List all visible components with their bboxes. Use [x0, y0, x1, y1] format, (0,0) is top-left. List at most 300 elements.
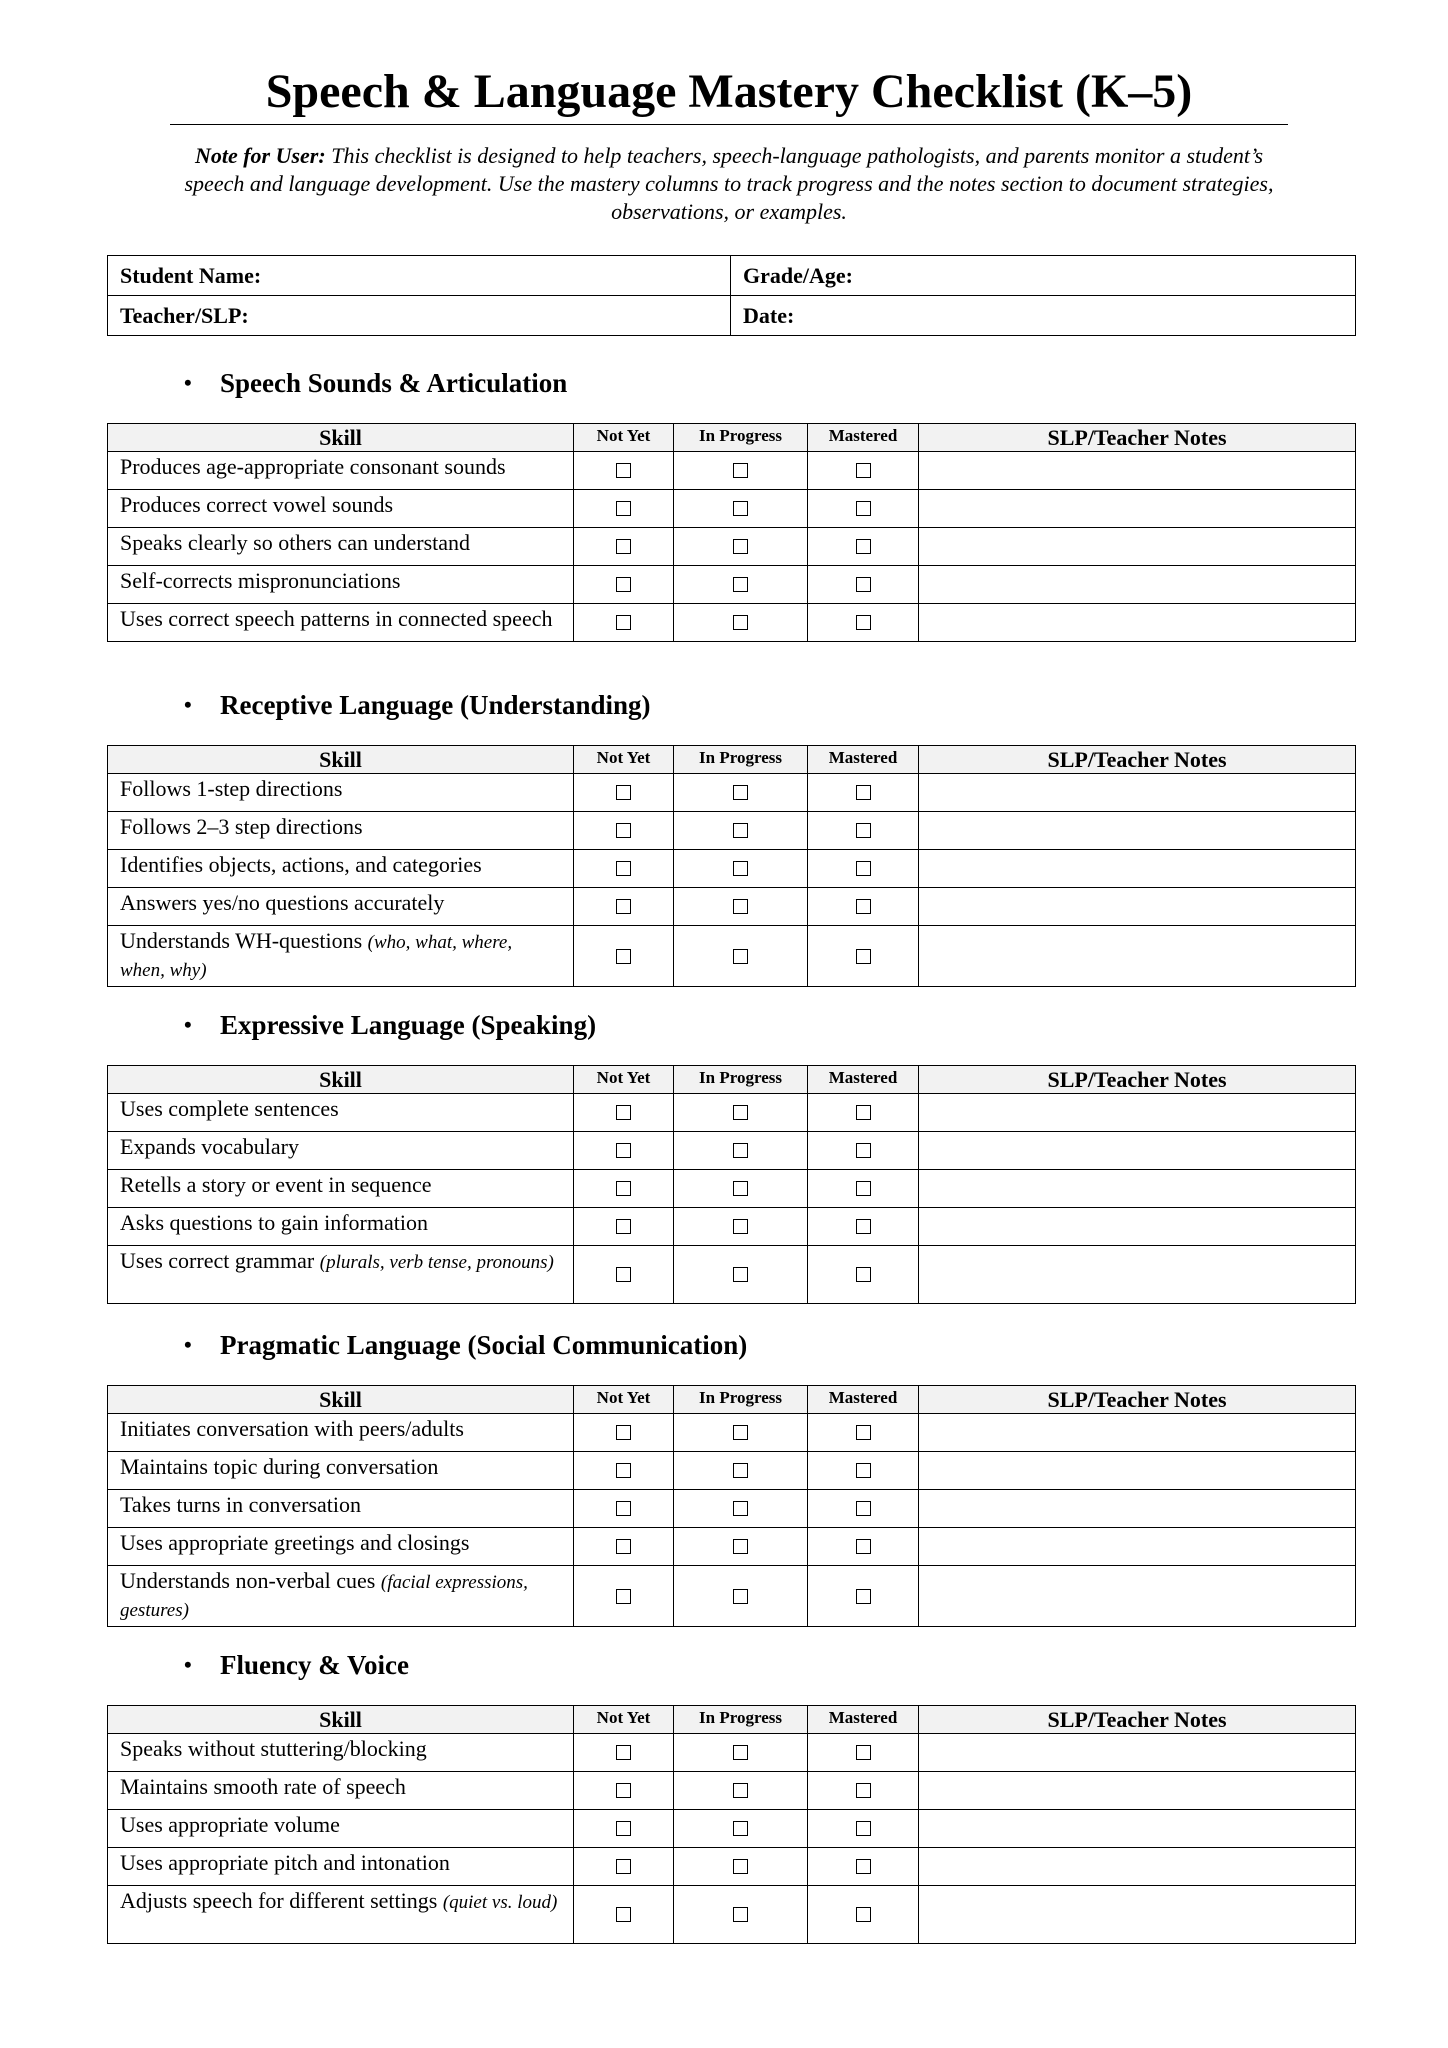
in-progress-checkbox[interactable]: [733, 1907, 748, 1922]
skill-cell: [108, 888, 574, 926]
in-progress-cell: [674, 888, 808, 926]
skill-text: Follows 1-step directions: [120, 776, 343, 801]
mastered-cell: [808, 1734, 919, 1772]
section-heading-text: Fluency & Voice: [220, 1650, 409, 1680]
in-progress-checkbox[interactable]: [733, 615, 748, 630]
mastered-checkbox[interactable]: [856, 785, 871, 800]
mastered-cell: [808, 1094, 919, 1132]
not-yet-cell: [574, 1414, 674, 1452]
skill-cell: [108, 1246, 574, 1304]
skill-cell: [108, 1848, 574, 1886]
notes-cell[interactable]: [919, 1848, 1356, 1886]
column-header-not-yet: Not Yet: [574, 746, 674, 774]
column-header-notes: SLP/Teacher Notes: [919, 424, 1356, 452]
bullet-icon: •: [184, 1652, 192, 1677]
mastered-cell: [808, 774, 919, 812]
mastered-cell: [808, 850, 919, 888]
notes-cell[interactable]: [919, 1772, 1356, 1810]
in-progress-checkbox[interactable]: [733, 1267, 748, 1282]
notes-cell[interactable]: [919, 888, 1356, 926]
in-progress-checkbox[interactable]: [733, 1539, 748, 1554]
table-row: [108, 926, 1356, 987]
column-header-skill: Skill: [108, 1706, 574, 1734]
in-progress-cell: [674, 1734, 808, 1772]
bullet-icon: •: [184, 1012, 192, 1037]
column-header-in-progress: In Progress: [674, 424, 808, 452]
skill-text: Expands vocabulary: [120, 1134, 299, 1159]
table-row: [108, 1094, 1356, 1132]
in-progress-checkbox[interactable]: [733, 949, 748, 964]
in-progress-cell: [674, 1208, 808, 1246]
notes-cell[interactable]: [919, 1810, 1356, 1848]
skill-text: Uses complete sentences: [120, 1096, 339, 1121]
in-progress-cell: [674, 1414, 808, 1452]
column-header-mastered: Mastered: [808, 424, 919, 452]
not-yet-checkbox[interactable]: [616, 949, 631, 964]
notes-cell[interactable]: [919, 812, 1356, 850]
column-header-mastered: Mastered: [808, 1386, 919, 1414]
notes-cell[interactable]: [919, 566, 1356, 604]
not-yet-cell: [574, 1886, 674, 1944]
column-header-in-progress: In Progress: [674, 1066, 808, 1094]
title-underline: [170, 124, 1288, 125]
not-yet-checkbox[interactable]: [616, 1501, 631, 1516]
mastered-cell: [808, 1170, 919, 1208]
in-progress-cell: [674, 1810, 808, 1848]
in-progress-checkbox[interactable]: [733, 1143, 748, 1158]
notes-cell[interactable]: [919, 1208, 1356, 1246]
skills-table: [107, 1065, 1356, 1304]
not-yet-checkbox[interactable]: [616, 785, 631, 800]
not-yet-cell: [574, 1848, 674, 1886]
skill-detail: (facial expressions, gestures): [120, 1572, 528, 1621]
not-yet-checkbox[interactable]: [616, 501, 631, 516]
column-header-skill: Skill: [108, 424, 574, 452]
mastered-checkbox[interactable]: [856, 1501, 871, 1516]
notes-cell[interactable]: [919, 1246, 1356, 1304]
mastered-checkbox[interactable]: [856, 463, 871, 478]
in-progress-cell: [674, 1566, 808, 1627]
in-progress-checkbox[interactable]: [733, 1589, 748, 1604]
column-header-notes: SLP/Teacher Notes: [919, 1706, 1356, 1734]
skill-text: Produces age-appropriate consonant sounds: [120, 454, 506, 479]
skill-detail: (who, what, where, when, why): [120, 932, 513, 981]
not-yet-cell: [574, 1566, 674, 1627]
section-heading: [184, 1648, 409, 1682]
mastered-checkbox[interactable]: [856, 1589, 871, 1604]
mastered-checkbox[interactable]: [856, 1267, 871, 1282]
skill-text: Uses appropriate greetings and closings: [120, 1530, 470, 1555]
column-header-mastered: Mastered: [808, 1066, 919, 1094]
skill-cell: [108, 1772, 574, 1810]
column-header-mastered: Mastered: [808, 1706, 919, 1734]
mastered-checkbox[interactable]: [856, 861, 871, 876]
not-yet-checkbox[interactable]: [616, 823, 631, 838]
mastered-cell: [808, 1132, 919, 1170]
notes-cell[interactable]: [919, 1566, 1356, 1627]
not-yet-checkbox[interactable]: [616, 1745, 631, 1760]
in-progress-checkbox[interactable]: [733, 1219, 748, 1234]
table-row: [108, 1734, 1356, 1772]
column-header-notes: SLP/Teacher Notes: [919, 1386, 1356, 1414]
mastered-checkbox[interactable]: [856, 1425, 871, 1440]
skill-text: Uses correct grammar: [120, 1248, 315, 1273]
mastered-checkbox[interactable]: [856, 1907, 871, 1922]
skill-text: Adjusts speech for different settings: [120, 1888, 438, 1913]
skill-cell: [108, 1452, 574, 1490]
not-yet-checkbox[interactable]: [616, 1539, 631, 1554]
mastered-checkbox[interactable]: [856, 949, 871, 964]
table-row: [108, 528, 1356, 566]
mastered-checkbox[interactable]: [856, 1745, 871, 1760]
not-yet-cell: [574, 1734, 674, 1772]
column-header-not-yet: Not Yet: [574, 1386, 674, 1414]
mastered-cell: [808, 566, 919, 604]
notes-cell[interactable]: [919, 1414, 1356, 1452]
skill-cell: [108, 452, 574, 490]
table-header-row: [108, 1386, 1356, 1414]
mastered-checkbox[interactable]: [856, 1821, 871, 1836]
mastered-cell: [808, 888, 919, 926]
section-heading-text: Pragmatic Language (Social Communication): [220, 1330, 748, 1360]
not-yet-checkbox[interactable]: [616, 1105, 631, 1120]
skills-table: [107, 1705, 1356, 1944]
student-name-field[interactable]: Student Name:: [108, 256, 731, 296]
not-yet-cell: [574, 1132, 674, 1170]
not-yet-cell: [574, 1094, 674, 1132]
not-yet-cell: [574, 1208, 674, 1246]
table-header-row: [108, 424, 1356, 452]
skill-cell: [108, 1132, 574, 1170]
skill-cell: [108, 1208, 574, 1246]
mastered-checkbox[interactable]: [856, 823, 871, 838]
bullet-icon: •: [184, 370, 192, 395]
table-header-row: [108, 1706, 1356, 1734]
mastered-checkbox[interactable]: [856, 1181, 871, 1196]
user-note: [165, 142, 1293, 226]
column-header-in-progress: In Progress: [674, 1386, 808, 1414]
table-row: [108, 1772, 1356, 1810]
in-progress-cell: [674, 926, 808, 987]
mastered-cell: [808, 1810, 919, 1848]
table-row: [108, 1452, 1356, 1490]
not-yet-checkbox[interactable]: [616, 1783, 631, 1798]
column-header-skill: Skill: [108, 1066, 574, 1094]
skill-cell: [108, 1414, 574, 1452]
in-progress-cell: [674, 1452, 808, 1490]
skill-text: Understands non-verbal cues: [120, 1568, 376, 1593]
not-yet-cell: [574, 774, 674, 812]
section-heading: [184, 1328, 748, 1362]
column-header-notes: SLP/Teacher Notes: [919, 746, 1356, 774]
skill-cell: [108, 604, 574, 642]
not-yet-cell: [574, 850, 674, 888]
section-heading: [184, 366, 568, 400]
column-header-skill: Skill: [108, 746, 574, 774]
not-yet-cell: [574, 812, 674, 850]
in-progress-cell: [674, 1528, 808, 1566]
notes-cell[interactable]: [919, 1734, 1356, 1772]
notes-cell[interactable]: [919, 1132, 1356, 1170]
not-yet-checkbox[interactable]: [616, 1463, 631, 1478]
user-note-label: Note for User:: [194, 143, 326, 168]
table-row: [108, 1566, 1356, 1627]
notes-cell[interactable]: [919, 1452, 1356, 1490]
in-progress-checkbox[interactable]: [733, 1745, 748, 1760]
bullet-icon: •: [184, 692, 192, 717]
not-yet-checkbox[interactable]: [616, 1589, 631, 1604]
mastered-cell: [808, 1452, 919, 1490]
in-progress-cell: [674, 566, 808, 604]
mastered-cell: [808, 1566, 919, 1627]
table-row: [108, 1132, 1356, 1170]
mastered-cell: [808, 926, 919, 987]
skill-cell: [108, 1566, 574, 1627]
not-yet-checkbox[interactable]: [616, 577, 631, 592]
not-yet-cell: [574, 566, 674, 604]
skill-cell: [108, 1886, 574, 1944]
skill-text: Speaks clearly so others can understand: [120, 530, 471, 555]
column-header-not-yet: Not Yet: [574, 1706, 674, 1734]
not-yet-checkbox[interactable]: [616, 1425, 631, 1440]
skill-cell: [108, 812, 574, 850]
skill-text: Identifies objects, actions, and categories: [120, 852, 482, 877]
not-yet-cell: [574, 604, 674, 642]
notes-cell[interactable]: [919, 774, 1356, 812]
skill-text: Follows 2–3 step directions: [120, 814, 363, 839]
in-progress-cell: [674, 604, 808, 642]
notes-cell[interactable]: [919, 1886, 1356, 1944]
mastered-cell: [808, 1208, 919, 1246]
in-progress-checkbox[interactable]: [733, 463, 748, 478]
skill-cell: [108, 528, 574, 566]
in-progress-cell: [674, 774, 808, 812]
mastered-checkbox[interactable]: [856, 1143, 871, 1158]
mastered-checkbox[interactable]: [856, 501, 871, 516]
column-header-notes: SLP/Teacher Notes: [919, 1066, 1356, 1094]
not-yet-checkbox[interactable]: [616, 1143, 631, 1158]
in-progress-cell: [674, 1772, 808, 1810]
not-yet-cell: [574, 452, 674, 490]
mastered-cell: [808, 604, 919, 642]
skill-text: Uses appropriate volume: [120, 1812, 340, 1837]
not-yet-checkbox[interactable]: [616, 899, 631, 914]
date-field[interactable]: Date:: [731, 296, 1356, 336]
in-progress-checkbox[interactable]: [733, 501, 748, 516]
mastered-checkbox[interactable]: [856, 899, 871, 914]
not-yet-checkbox[interactable]: [616, 1219, 631, 1234]
skill-text: Initiates conversation with peers/adults: [120, 1416, 464, 1441]
user-note-text: This checklist is designed to help teachers, speech-language pathologists, and parents monitor a student’s speech and language development. Use the mastery columns to track progress and the notes section to document strategies, observations, or examples.: [184, 143, 1274, 224]
in-progress-checkbox[interactable]: [733, 1821, 748, 1836]
notes-cell[interactable]: [919, 1490, 1356, 1528]
skill-cell: [108, 566, 574, 604]
grade-age-field[interactable]: Grade/Age:: [731, 256, 1356, 296]
mastered-checkbox[interactable]: [856, 539, 871, 554]
skill-text: Answers yes/no questions accurately: [120, 890, 445, 915]
not-yet-cell: [574, 926, 674, 987]
mastered-checkbox[interactable]: [856, 1463, 871, 1478]
skill-cell: [108, 490, 574, 528]
not-yet-checkbox[interactable]: [616, 1859, 631, 1874]
mastered-checkbox[interactable]: [856, 1219, 871, 1234]
table-row: [108, 888, 1356, 926]
column-header-skill: Skill: [108, 1386, 574, 1414]
not-yet-cell: [574, 528, 674, 566]
table-row: [108, 1848, 1356, 1886]
in-progress-cell: [674, 490, 808, 528]
table-row: [108, 1170, 1356, 1208]
in-progress-checkbox[interactable]: [733, 899, 748, 914]
in-progress-checkbox[interactable]: [733, 1181, 748, 1196]
column-header-in-progress: In Progress: [674, 1706, 808, 1734]
notes-cell[interactable]: [919, 926, 1356, 987]
skill-cell: [108, 1490, 574, 1528]
in-progress-cell: [674, 1848, 808, 1886]
notes-cell[interactable]: [919, 1170, 1356, 1208]
skill-cell: [108, 1528, 574, 1566]
skill-text: Maintains smooth rate of speech: [120, 1774, 406, 1799]
skill-text: Self-corrects mispronunciations: [120, 568, 401, 593]
mastered-cell: [808, 1886, 919, 1944]
section-heading-text: Speech Sounds & Articulation: [220, 368, 568, 398]
skill-detail: (quiet vs. loud): [442, 1892, 558, 1913]
mastered-checkbox[interactable]: [856, 1539, 871, 1554]
table-row: [108, 774, 1356, 812]
table-row: [108, 1886, 1356, 1944]
in-progress-checkbox[interactable]: [733, 1783, 748, 1798]
in-progress-cell: [674, 1170, 808, 1208]
mastered-cell: [808, 1414, 919, 1452]
in-progress-checkbox[interactable]: [733, 1463, 748, 1478]
in-progress-cell: [674, 850, 808, 888]
table-row: [108, 1208, 1356, 1246]
skill-text: Uses appropriate pitch and intonation: [120, 1850, 450, 1875]
in-progress-checkbox[interactable]: [733, 1105, 748, 1120]
notes-cell[interactable]: [919, 528, 1356, 566]
notes-cell[interactable]: [919, 850, 1356, 888]
skill-text: Maintains topic during conversation: [120, 1454, 439, 1479]
in-progress-cell: [674, 1132, 808, 1170]
table-row: [108, 1246, 1356, 1304]
not-yet-checkbox[interactable]: [616, 463, 631, 478]
not-yet-cell: [574, 888, 674, 926]
not-yet-checkbox[interactable]: [616, 861, 631, 876]
not-yet-cell: [574, 1170, 674, 1208]
in-progress-checkbox[interactable]: [733, 785, 748, 800]
teacher-slp-field[interactable]: Teacher/SLP:: [108, 296, 731, 336]
mastered-checkbox[interactable]: [856, 615, 871, 630]
skill-cell: [108, 1170, 574, 1208]
table-row: [108, 1528, 1356, 1566]
skill-text: Understands WH-questions: [120, 928, 363, 953]
skill-cell: [108, 774, 574, 812]
in-progress-cell: [674, 1246, 808, 1304]
mastered-cell: [808, 452, 919, 490]
in-progress-checkbox[interactable]: [733, 1425, 748, 1440]
column-header-mastered: Mastered: [808, 746, 919, 774]
not-yet-checkbox[interactable]: [616, 1821, 631, 1836]
in-progress-checkbox[interactable]: [733, 823, 748, 838]
skills-table: [107, 745, 1356, 987]
in-progress-cell: [674, 452, 808, 490]
skill-text: Speaks without stuttering/blocking: [120, 1736, 427, 1761]
section-heading-text: Expressive Language (Speaking): [220, 1010, 597, 1040]
mastered-checkbox[interactable]: [856, 577, 871, 592]
in-progress-checkbox[interactable]: [733, 577, 748, 592]
skills-table: [107, 423, 1356, 642]
column-header-in-progress: In Progress: [674, 746, 808, 774]
table-row: [108, 1810, 1356, 1848]
skills-table: [107, 1385, 1356, 1627]
mastered-checkbox[interactable]: [856, 1105, 871, 1120]
notes-cell[interactable]: [919, 1528, 1356, 1566]
table-row: [108, 452, 1356, 490]
table-header-row: [108, 746, 1356, 774]
in-progress-checkbox[interactable]: [733, 1501, 748, 1516]
skill-cell: [108, 1734, 574, 1772]
skill-text: Asks questions to gain information: [120, 1210, 428, 1235]
table-row: [108, 850, 1356, 888]
mastered-cell: [808, 1528, 919, 1566]
notes-cell[interactable]: [919, 452, 1356, 490]
skill-cell: [108, 850, 574, 888]
table-row: [108, 1414, 1356, 1452]
skill-text: Uses correct speech patterns in connected speech: [120, 606, 553, 631]
mastered-cell: [808, 1772, 919, 1810]
bullet-icon: •: [184, 1332, 192, 1357]
not-yet-cell: [574, 490, 674, 528]
notes-cell[interactable]: [919, 490, 1356, 528]
table-row: [108, 566, 1356, 604]
in-progress-checkbox[interactable]: [733, 1859, 748, 1874]
notes-cell[interactable]: [919, 604, 1356, 642]
not-yet-checkbox[interactable]: [616, 615, 631, 630]
skill-text: Takes turns in conversation: [120, 1492, 362, 1517]
in-progress-cell: [674, 1490, 808, 1528]
in-progress-checkbox[interactable]: [733, 539, 748, 554]
table-row: [108, 604, 1356, 642]
mastered-cell: [808, 1490, 919, 1528]
not-yet-cell: [574, 1246, 674, 1304]
not-yet-cell: [574, 1772, 674, 1810]
in-progress-cell: [674, 1094, 808, 1132]
skill-detail: (plurals, verb tense, pronouns): [319, 1252, 554, 1273]
skill-text: Produces correct vowel sounds: [120, 492, 394, 517]
mastered-checkbox[interactable]: [856, 1859, 871, 1874]
skill-text: Retells a story or event in sequence: [120, 1172, 432, 1197]
not-yet-cell: [574, 1528, 674, 1566]
not-yet-checkbox[interactable]: [616, 1267, 631, 1282]
column-header-not-yet: Not Yet: [574, 1066, 674, 1094]
not-yet-checkbox[interactable]: [616, 1907, 631, 1922]
in-progress-cell: [674, 528, 808, 566]
section-heading: [184, 1008, 597, 1042]
student-info-table: [107, 255, 1356, 336]
not-yet-cell: [574, 1490, 674, 1528]
mastered-cell: [808, 490, 919, 528]
skill-cell: [108, 1094, 574, 1132]
mastered-checkbox[interactable]: [856, 1783, 871, 1798]
not-yet-checkbox[interactable]: [616, 1181, 631, 1196]
not-yet-checkbox[interactable]: [616, 539, 631, 554]
in-progress-checkbox[interactable]: [733, 861, 748, 876]
not-yet-cell: [574, 1452, 674, 1490]
page-title: Speech & Language Mastery Checklist (K–5): [265, 65, 1193, 118]
notes-cell[interactable]: [919, 1094, 1356, 1132]
skill-cell: [108, 926, 574, 987]
mastered-cell: [808, 1848, 919, 1886]
